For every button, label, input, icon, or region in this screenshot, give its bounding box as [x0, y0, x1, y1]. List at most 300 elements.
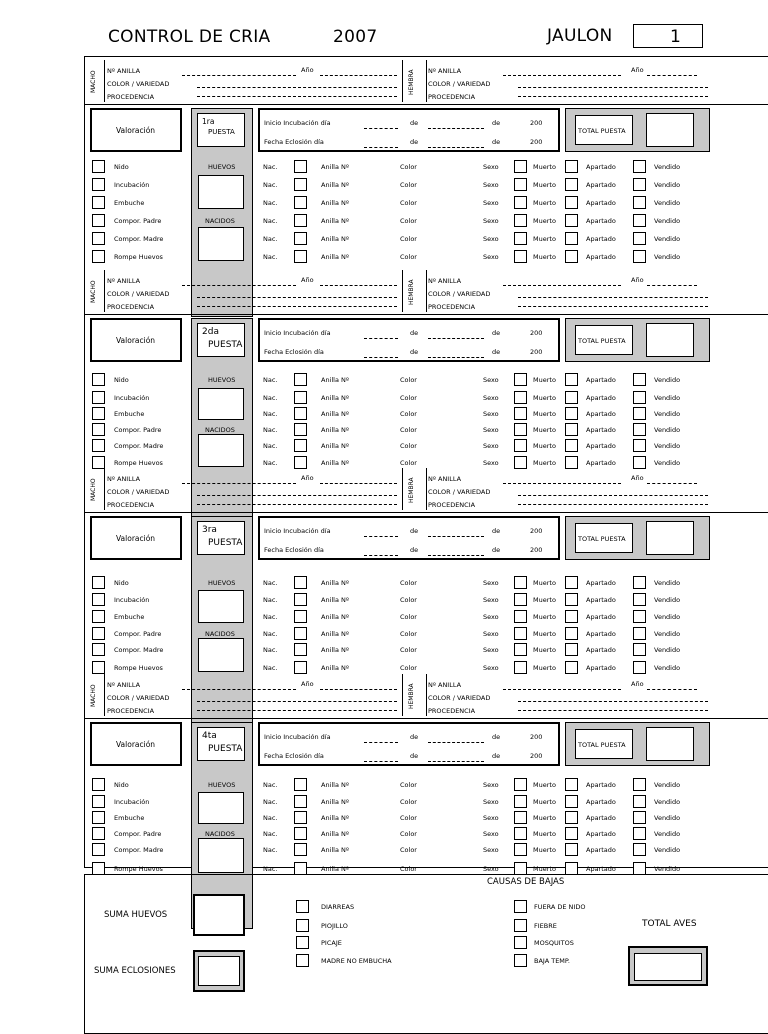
incubation-box — [258, 318, 560, 362]
apartado-checkbox[interactable] — [565, 778, 578, 791]
procedencia-field[interactable] — [518, 504, 708, 505]
apartado-label: Apartado — [586, 199, 616, 207]
sexo-label: Sexo — [483, 646, 499, 654]
apartado-label: Apartado — [586, 394, 616, 402]
puesta-label: PUESTA — [208, 340, 243, 350]
sexo-label: Sexo — [483, 394, 499, 402]
inicio-day-field[interactable] — [364, 536, 398, 537]
procedencia-field[interactable] — [197, 96, 397, 97]
divider — [84, 314, 768, 315]
apartado-checkbox[interactable] — [565, 827, 578, 840]
color-field[interactable] — [518, 495, 708, 496]
total-puesta-field[interactable] — [646, 323, 694, 357]
anio-field[interactable] — [320, 285, 397, 286]
apartado-checkbox[interactable] — [565, 795, 578, 808]
anilla-label: Anilla Nº — [321, 199, 349, 207]
muerto-checkbox[interactable] — [514, 160, 527, 173]
total-puesta-label-box — [575, 115, 633, 145]
checkbox[interactable] — [92, 778, 105, 791]
cause-checkbox[interactable] — [514, 919, 527, 932]
vendido-checkbox[interactable] — [633, 391, 646, 404]
nac-checkbox[interactable] — [294, 423, 307, 436]
procedencia-field[interactable] — [197, 504, 397, 505]
color-field[interactable] — [197, 87, 397, 88]
vendido-checkbox[interactable] — [633, 250, 646, 263]
muerto-label: Muerto — [533, 830, 556, 838]
procedencia-field[interactable] — [518, 306, 708, 307]
apartado-checkbox[interactable] — [565, 423, 578, 436]
total-aves-label: TOTAL AVES — [642, 919, 697, 929]
muerto-checkbox[interactable] — [514, 407, 527, 420]
nac-checkbox[interactable] — [294, 661, 307, 674]
anilla-label: Anilla Nº — [321, 181, 349, 189]
nacidos-label: NACIDOS — [205, 830, 235, 838]
sexo-label: Sexo — [483, 442, 499, 450]
apartado-checkbox[interactable] — [565, 627, 578, 640]
procedencia-field[interactable] — [518, 96, 708, 97]
nac-checkbox[interactable] — [294, 811, 307, 824]
sexo-label: Sexo — [483, 596, 499, 604]
muerto-checkbox[interactable] — [514, 456, 527, 469]
muerto-checkbox[interactable] — [514, 610, 527, 623]
apartado-checkbox[interactable] — [565, 407, 578, 420]
vendido-checkbox[interactable] — [633, 232, 646, 245]
valoracion-box[interactable] — [90, 722, 182, 766]
muerto-checkbox[interactable] — [514, 643, 527, 656]
huevos-field[interactable] — [198, 388, 244, 420]
nac-checkbox[interactable] — [294, 576, 307, 589]
anilla-label: Anilla Nº — [321, 814, 349, 822]
sexo-label: Sexo — [483, 199, 499, 207]
row-label: Incubación — [114, 798, 150, 806]
color-label: Color — [400, 199, 417, 207]
checkbox[interactable] — [92, 439, 105, 452]
anio-label: Año — [631, 66, 644, 74]
procedencia-field[interactable] — [197, 710, 397, 711]
checkbox[interactable] — [92, 391, 105, 404]
apartado-checkbox[interactable] — [565, 439, 578, 452]
nac-checkbox[interactable] — [294, 391, 307, 404]
nac-checkbox[interactable] — [294, 178, 307, 191]
nac-checkbox[interactable] — [294, 439, 307, 452]
muerto-checkbox[interactable] — [514, 196, 527, 209]
eclosion-month-field[interactable] — [428, 147, 484, 148]
color-label: Color — [400, 630, 417, 638]
nac-checkbox[interactable] — [294, 643, 307, 656]
cause-checkbox[interactable] — [514, 900, 527, 913]
muerto-label: Muerto — [533, 426, 556, 434]
vendido-checkbox[interactable] — [633, 778, 646, 791]
nacidos-field[interactable] — [198, 434, 244, 467]
vendido-checkbox[interactable] — [633, 811, 646, 824]
nac-checkbox[interactable] — [294, 795, 307, 808]
apartado-checkbox[interactable] — [565, 593, 578, 606]
inicio-label: Inicio Incubación día — [264, 527, 331, 535]
anio-label: Año — [631, 680, 644, 688]
muerto-checkbox[interactable] — [514, 423, 527, 436]
sexo-label: Sexo — [483, 376, 499, 384]
anio-label: Año — [301, 66, 314, 74]
color-label: Color — [400, 253, 417, 261]
row-label: Embuche — [114, 199, 145, 207]
apartado-checkbox[interactable] — [565, 214, 578, 227]
year-200-label: 200 — [530, 546, 543, 554]
muerto-label: Muerto — [533, 410, 556, 418]
apartado-checkbox[interactable] — [565, 610, 578, 623]
vendido-checkbox[interactable] — [633, 843, 646, 856]
nac-checkbox[interactable] — [294, 627, 307, 640]
muerto-label: Muerto — [533, 181, 556, 189]
nac-label: Nac. — [263, 410, 278, 418]
de-label: de — [492, 527, 501, 535]
apartado-label: Apartado — [586, 235, 616, 243]
color-variedad-label: COLOR / VARIEDAD — [107, 290, 170, 298]
vendido-checkbox[interactable] — [633, 576, 646, 589]
cause-checkbox[interactable] — [514, 936, 527, 949]
eclosion-month-field[interactable] — [428, 555, 484, 556]
huevos-field[interactable] — [198, 175, 244, 209]
nac-checkbox[interactable] — [294, 196, 307, 209]
anilla-label: Nº ANILLA — [107, 681, 141, 689]
row-label: Compor. Madre — [114, 442, 164, 450]
cause-label: DIARREAS — [321, 903, 355, 911]
de-label: de — [492, 752, 501, 760]
divider — [426, 674, 427, 716]
apartado-checkbox[interactable] — [565, 661, 578, 674]
anio-field[interactable] — [647, 285, 697, 286]
row-label: Compor. Madre — [114, 646, 164, 654]
vendido-checkbox[interactable] — [633, 439, 646, 452]
vendido-checkbox[interactable] — [633, 827, 646, 840]
nac-checkbox[interactable] — [294, 373, 307, 386]
nac-checkbox[interactable] — [294, 843, 307, 856]
muerto-label: Muerto — [533, 630, 556, 638]
checkbox[interactable] — [92, 407, 105, 420]
vendido-checkbox[interactable] — [633, 178, 646, 191]
valoracion-box[interactable] — [90, 516, 182, 560]
apartado-checkbox[interactable] — [565, 456, 578, 469]
cause-checkbox[interactable] — [514, 954, 527, 967]
nacidos-field[interactable] — [198, 638, 244, 672]
huevos-label: HUEVOS — [208, 579, 236, 587]
anio-field[interactable] — [320, 483, 397, 484]
muerto-checkbox[interactable] — [514, 214, 527, 227]
apartado-label: Apartado — [586, 426, 616, 434]
nac-checkbox[interactable] — [294, 456, 307, 469]
procedencia-field[interactable] — [197, 306, 397, 307]
anilla-field[interactable] — [182, 483, 296, 484]
apartado-checkbox[interactable] — [565, 178, 578, 191]
nacidos-field[interactable] — [198, 227, 244, 261]
fecha-label: Fecha Eclosión día — [264, 138, 324, 146]
cause-label: MOSQUITOS — [534, 939, 574, 947]
row-label: Nido — [114, 781, 129, 789]
nacidos-label: NACIDOS — [205, 426, 235, 434]
procedencia-field[interactable] — [518, 710, 708, 711]
checkbox[interactable] — [92, 250, 105, 263]
total-puesta-label: TOTAL PUESTA — [578, 741, 626, 749]
vendido-checkbox[interactable] — [633, 407, 646, 420]
vendido-checkbox[interactable] — [633, 456, 646, 469]
nac-label: Nac. — [263, 830, 278, 838]
muerto-checkbox[interactable] — [514, 593, 527, 606]
muerto-label: Muerto — [533, 646, 556, 654]
muerto-label: Muerto — [533, 459, 556, 467]
puesta-number: 4ta — [202, 731, 217, 741]
color-field[interactable] — [197, 701, 397, 702]
color-variedad-label: COLOR / VARIEDAD — [428, 694, 491, 702]
vendido-label: Vendido — [654, 253, 681, 261]
apartado-checkbox[interactable] — [565, 160, 578, 173]
nac-checkbox[interactable] — [294, 407, 307, 420]
cause-label: MADRE NO EMBUCHA — [321, 957, 392, 965]
de-label: de — [410, 546, 419, 554]
inicio-day-field[interactable] — [364, 338, 398, 339]
checkbox[interactable] — [92, 196, 105, 209]
eclosion-day-field[interactable] — [364, 357, 398, 358]
apartado-checkbox[interactable] — [565, 843, 578, 856]
anilla-label: Anilla Nº — [321, 830, 349, 838]
muerto-checkbox[interactable] — [514, 827, 527, 840]
color-field[interactable] — [518, 297, 708, 298]
total-aves-inner[interactable] — [634, 953, 702, 981]
sexo-label: Sexo — [483, 613, 499, 621]
total-puesta-field[interactable] — [646, 727, 694, 761]
anilla-label: Anilla Nº — [321, 630, 349, 638]
checkbox[interactable] — [92, 843, 105, 856]
vendido-label: Vendido — [654, 376, 681, 384]
anio-field[interactable] — [647, 75, 697, 76]
muerto-checkbox[interactable] — [514, 627, 527, 640]
total-puesta-field[interactable] — [646, 113, 694, 147]
inicio-month-field[interactable] — [428, 338, 484, 339]
nac-checkbox[interactable] — [294, 160, 307, 173]
huevos-field[interactable] — [198, 792, 244, 824]
checkbox[interactable] — [92, 811, 105, 824]
muerto-checkbox[interactable] — [514, 843, 527, 856]
checkbox[interactable] — [92, 214, 105, 227]
color-field[interactable] — [197, 495, 397, 496]
color-label: Color — [400, 664, 417, 672]
apartado-checkbox[interactable] — [565, 232, 578, 245]
apartado-checkbox[interactable] — [565, 373, 578, 386]
vendido-checkbox[interactable] — [633, 423, 646, 436]
checkbox[interactable] — [92, 795, 105, 808]
macho-label: MACHO — [90, 478, 97, 502]
apartado-checkbox[interactable] — [565, 196, 578, 209]
nac-checkbox[interactable] — [294, 827, 307, 840]
vendido-checkbox[interactable] — [633, 627, 646, 640]
color-variedad-label: COLOR / VARIEDAD — [107, 488, 170, 496]
nac-checkbox[interactable] — [294, 232, 307, 245]
jaulon-number-field[interactable] — [633, 24, 703, 48]
checkbox[interactable] — [92, 661, 105, 674]
vendido-checkbox[interactable] — [633, 643, 646, 656]
inicio-day-field[interactable] — [364, 742, 398, 743]
row-label: Incubación — [114, 181, 150, 189]
suma-huevos-label: SUMA HUEVOS — [104, 910, 168, 920]
cause-checkbox[interactable] — [296, 900, 309, 913]
anilla-field[interactable] — [182, 75, 296, 76]
anio-field[interactable] — [647, 483, 697, 484]
anilla-field[interactable] — [503, 483, 621, 484]
anio-field[interactable] — [320, 75, 397, 76]
inicio-day-field[interactable] — [364, 128, 398, 129]
de-label: de — [410, 119, 419, 127]
color-label: Color — [400, 217, 417, 225]
valoracion-box[interactable] — [90, 318, 182, 362]
nac-label: Nac. — [263, 394, 278, 402]
sexo-label: Sexo — [483, 846, 499, 854]
color-label: Color — [400, 410, 417, 418]
vendido-checkbox[interactable] — [633, 214, 646, 227]
vendido-checkbox[interactable] — [633, 661, 646, 674]
apartado-checkbox[interactable] — [565, 250, 578, 263]
anilla-label: Anilla Nº — [321, 613, 349, 621]
inicio-month-field[interactable] — [428, 536, 484, 537]
row-label: Compor. Padre — [114, 217, 162, 225]
procedencia-label: PROCEDENCIA — [428, 93, 476, 101]
row-label: Rompe Huevos — [114, 459, 163, 467]
nac-checkbox[interactable] — [294, 778, 307, 791]
suma-eclosiones-inner[interactable] — [198, 956, 240, 986]
year-200-label: 200 — [530, 752, 543, 760]
nacidos-field[interactable] — [198, 838, 244, 873]
anilla-label: Anilla Nº — [321, 426, 349, 434]
muerto-checkbox[interactable] — [514, 811, 527, 824]
eclosion-day-field[interactable] — [364, 761, 398, 762]
apartado-label: Apartado — [586, 596, 616, 604]
anio-field[interactable] — [320, 689, 397, 690]
checkbox[interactable] — [92, 576, 105, 589]
color-field[interactable] — [518, 87, 708, 88]
cause-checkbox[interactable] — [296, 954, 309, 967]
eclosion-day-field[interactable] — [364, 147, 398, 148]
suma-huevos-field[interactable] — [193, 894, 245, 936]
vendido-checkbox[interactable] — [633, 593, 646, 606]
anilla-label: Nº ANILLA — [428, 475, 462, 483]
anilla-label: Nº ANILLA — [107, 277, 141, 285]
row-label: Compor. Madre — [114, 235, 164, 243]
apartado-checkbox[interactable] — [565, 811, 578, 824]
year-200-label: 200 — [530, 138, 543, 146]
color-label: Color — [400, 846, 417, 854]
anio-field[interactable] — [647, 689, 697, 690]
vendido-checkbox[interactable] — [633, 160, 646, 173]
suma-eclosiones-label: SUMA ECLOSIONES — [94, 966, 176, 976]
puesta-number-box — [197, 727, 245, 761]
divider — [104, 468, 105, 510]
total-puesta-field[interactable] — [646, 521, 694, 555]
nac-checkbox[interactable] — [294, 250, 307, 263]
sexo-label: Sexo — [483, 579, 499, 587]
vendido-checkbox[interactable] — [633, 196, 646, 209]
checkbox[interactable] — [92, 643, 105, 656]
anilla-label: Anilla Nº — [321, 253, 349, 261]
anilla-field[interactable] — [182, 689, 296, 690]
checkbox[interactable] — [92, 178, 105, 191]
checkbox[interactable] — [92, 232, 105, 245]
cause-checkbox[interactable] — [296, 936, 309, 949]
checkbox[interactable] — [92, 373, 105, 386]
color-variedad-label: COLOR / VARIEDAD — [107, 80, 170, 88]
muerto-label: Muerto — [533, 253, 556, 261]
sexo-label: Sexo — [483, 410, 499, 418]
muerto-checkbox[interactable] — [514, 439, 527, 452]
valoracion-box[interactable] — [90, 108, 182, 152]
muerto-checkbox[interactable] — [514, 232, 527, 245]
muerto-checkbox[interactable] — [514, 576, 527, 589]
hembra-label: HEMBRA — [408, 279, 415, 305]
sexo-label: Sexo — [483, 253, 499, 261]
cause-label: FIEBRE — [534, 922, 557, 930]
apartado-checkbox[interactable] — [565, 391, 578, 404]
anilla-field[interactable] — [503, 75, 621, 76]
color-field[interactable] — [197, 297, 397, 298]
nac-checkbox[interactable] — [294, 593, 307, 606]
eclosion-month-field[interactable] — [428, 357, 484, 358]
muerto-checkbox[interactable] — [514, 250, 527, 263]
muerto-checkbox[interactable] — [514, 373, 527, 386]
checkbox[interactable] — [92, 627, 105, 640]
divider — [402, 674, 403, 716]
nac-label: Nac. — [263, 798, 278, 806]
color-field[interactable] — [518, 701, 708, 702]
apartado-label: Apartado — [586, 630, 616, 638]
nac-checkbox[interactable] — [294, 610, 307, 623]
cause-checkbox[interactable] — [296, 919, 309, 932]
muerto-checkbox[interactable] — [514, 178, 527, 191]
apartado-checkbox[interactable] — [565, 576, 578, 589]
cause-label: FUERA DE NIDO — [534, 903, 586, 911]
divider — [426, 468, 427, 510]
checkbox[interactable] — [92, 160, 105, 173]
vendido-checkbox[interactable] — [633, 373, 646, 386]
divider — [104, 270, 105, 312]
huevos-field[interactable] — [198, 590, 244, 623]
divider — [426, 60, 427, 102]
row-label: Nido — [114, 163, 129, 171]
anilla-field[interactable] — [503, 285, 621, 286]
muerto-checkbox[interactable] — [514, 778, 527, 791]
nac-checkbox[interactable] — [294, 214, 307, 227]
muerto-checkbox[interactable] — [514, 391, 527, 404]
checkbox[interactable] — [92, 423, 105, 436]
muerto-checkbox[interactable] — [514, 661, 527, 674]
eclosion-day-field[interactable] — [364, 555, 398, 556]
vendido-checkbox[interactable] — [633, 610, 646, 623]
incubation-box — [258, 516, 560, 560]
vendido-label: Vendido — [654, 646, 681, 654]
eclosion-month-field[interactable] — [428, 761, 484, 762]
muerto-checkbox[interactable] — [514, 795, 527, 808]
year-200-label: 200 — [530, 733, 543, 741]
vendido-checkbox[interactable] — [633, 795, 646, 808]
checkbox[interactable] — [92, 610, 105, 623]
apartado-label: Apartado — [586, 846, 616, 854]
puesta-number-box — [197, 113, 245, 147]
checkbox[interactable] — [92, 593, 105, 606]
anilla-field[interactable] — [182, 285, 296, 286]
row-label: Rompe Huevos — [114, 865, 163, 873]
anilla-field[interactable] — [503, 689, 621, 690]
checkbox[interactable] — [92, 827, 105, 840]
apartado-checkbox[interactable] — [565, 643, 578, 656]
inicio-month-field[interactable] — [428, 742, 484, 743]
sexo-label: Sexo — [483, 781, 499, 789]
inicio-month-field[interactable] — [428, 128, 484, 129]
anilla-label: Anilla Nº — [321, 163, 349, 171]
